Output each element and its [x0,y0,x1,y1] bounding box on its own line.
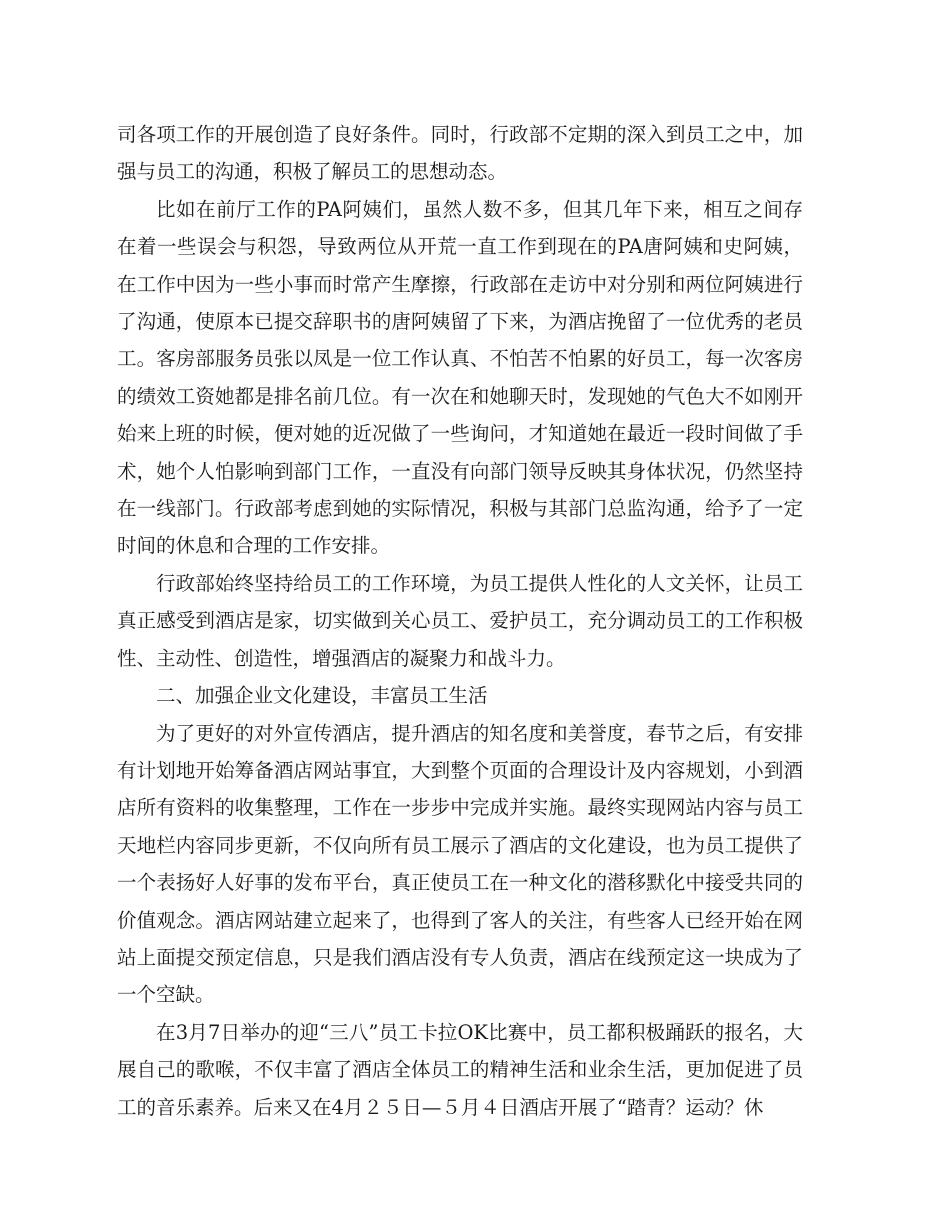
paragraph-continued: 司各项工作的开展创造了良好条件。同时，行政部不定期的深入到员工之中，加强与员工的沟通，积极了解员工的思想动态。 [117,123,803,184]
paragraph-website: 为了更好的对外宣传酒店，提升酒店的知名度和美誉度，春节之后，有安排有计划地开始筹备酒店网站事宜，大到整个页面的合理设计及内容规划，小到酒店所有资料的收集整理，工作在一步步中完成并实施。最终实现网站内容与员工天地栏内容同步更新，不仅向所有员工展示了酒店的文化建设，也为员工提供了一个表扬好人好事的发布平台，真正使员工在一种文化的潜移默化中接受共同的价值观念。酒店网站建立起来了，也得到了客人的关注，有些客人已经开始在网站上面提交预定信息，只是我们酒店没有专人负责，酒店在线预定这一块成为了一个空缺。 [117,721,803,1007]
body-text [117,116,803,1126]
paragraph-karaoke: 在3月7日举办的迎“三八”员工卡拉OK比赛中，员工都积极踊跃的报名，大展自己的歌喉，不仅丰富了酒店全体员工的精神生活和业余生活，更加促进了员工的音乐素养。后来又在4月２５日—５月４日酒店开展了“踏青？运动？休 [117,1020,803,1119]
section-heading: 二、加强企业文化建设，丰富员工生活 [156,684,488,708]
paragraph-pa-staff: 比如在前厅工作的PA阿姨们，虽然人数不多，但其几年下来，相互之间存在着一些误会与积怨，导致两位从开荒一直工作到现在的PA唐阿姨和史阿姨，在工作中因为一些小事而时常产生摩擦，行政部在走访中对分别和两位阿姨进行了沟通，使原本已提交辞职书的唐阿姨留了下来，为酒店挽留了一位优秀的老员工。客房部服务员张以凤是一位工作认真、不怕苦不怕累的好员工，每一次客房的绩效工资她都是排名前几位。有一次在和她聊天时，发现她的气色大不如刚开始来上班的时候，便对她的近况做了一些询问，才知道她在最近一段时间做了手术，她个人怕影响到部门工作，一直没有向部门领导反映其身体状况，仍然坚持在一线部门。行政部考虑到她的实际情况，积极与其部门总监沟通，给予了一定时间的休息和合理的工作安排。 [117,197,803,558]
paragraph-care: 行政部始终坚持给员工的工作环境，为员工提供人性化的人文关怀，让员工真正感受到酒店是家，切实做到关心员工、爱护员工，充分调动员工的工作积极性、主动性、创造性，增强酒店的凝聚力和战斗力。 [117,571,803,670]
